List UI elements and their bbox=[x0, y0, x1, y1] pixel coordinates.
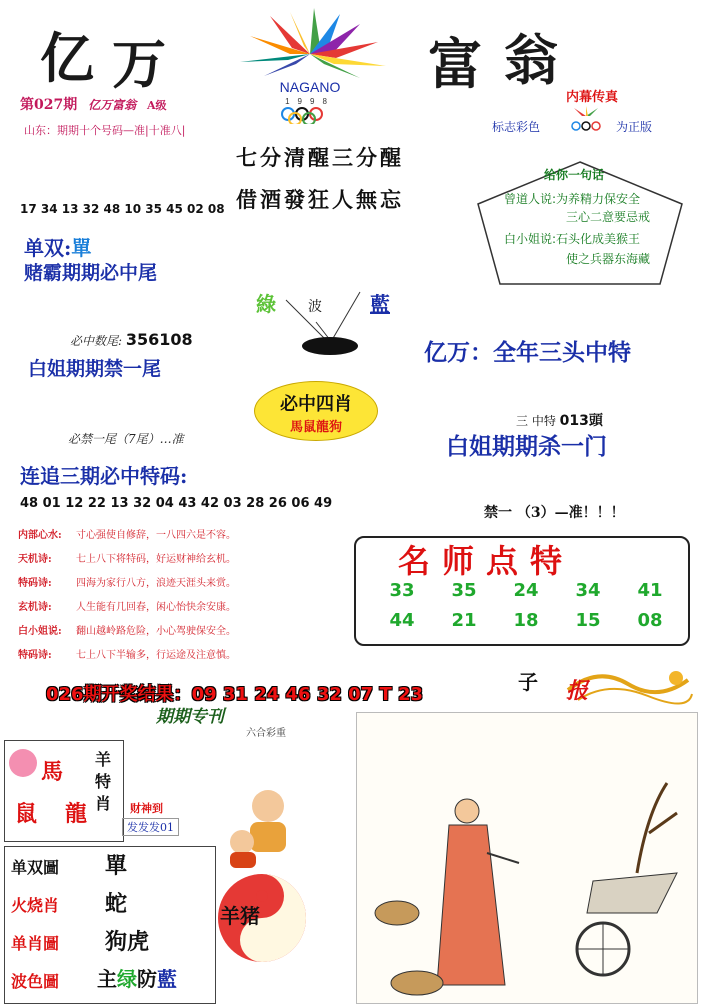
poem-row: 天机诗: 七上八下将特码，好运财神给玄机。 bbox=[18, 553, 236, 565]
pentagon-line-3: 白小姐说:石头化成美猴王 bbox=[504, 232, 641, 246]
poem-row: 特码诗: 七上八下半输多，行运途及注意慎。 bbox=[18, 649, 236, 661]
issue-label bbox=[20, 94, 167, 114]
flower-petals-icon bbox=[240, 8, 386, 78]
ban-one: 禁一 （3）—准！！！ bbox=[484, 505, 625, 521]
bottom-panel bbox=[4, 846, 216, 1004]
pentagon-line-2: 三心二意要忌戒 bbox=[566, 210, 651, 224]
master-number: 15 bbox=[575, 610, 601, 631]
logo-text: NAGANO bbox=[279, 79, 341, 95]
poem-list bbox=[18, 521, 348, 665]
wheel-icon bbox=[577, 923, 629, 975]
vertical-label: 羊特肖 bbox=[95, 750, 112, 813]
title-right-2: 翁 bbox=[504, 28, 560, 92]
wave-blue: 藍 bbox=[370, 292, 390, 316]
master-number: 35 bbox=[451, 580, 477, 601]
dragon-head-icon bbox=[669, 671, 683, 685]
three-head: 三 中特 013頭 bbox=[516, 413, 603, 429]
master-number: 08 bbox=[637, 610, 663, 631]
four-zodiac-value: 馬鼠龍狗 bbox=[289, 420, 342, 435]
master-number: 18 bbox=[513, 610, 539, 631]
master-number: 44 bbox=[389, 610, 415, 631]
single-double-line2: 赌霸期期必中尾 bbox=[24, 262, 158, 284]
flower-icon bbox=[9, 749, 37, 777]
label-single-zodiac-chart: 单肖圖 bbox=[11, 934, 60, 953]
pentagon-line-4: 使之兵器东海藏 bbox=[566, 252, 651, 266]
wave-green: 綠 bbox=[256, 292, 276, 316]
yin-yang-icon bbox=[214, 870, 310, 966]
issue-subtitle: 山东：期期十个号码—准|十准八| bbox=[24, 124, 186, 137]
master-title: 名师点特 bbox=[398, 542, 575, 580]
slogan-line1: 七分清醒三分醒 bbox=[236, 145, 404, 170]
bao-char: 报 bbox=[566, 678, 589, 704]
nagano-logo bbox=[210, 6, 410, 124]
numbers-row-1: 17 34 13 32 48 10 35 45 02 08 bbox=[20, 202, 225, 216]
master-number: 24 bbox=[513, 580, 539, 601]
label-single-double-chart: 单双圖 bbox=[11, 858, 60, 877]
issue-number: 第027期 bbox=[20, 97, 78, 113]
must-tail-line2: 白姐期期禁一尾 bbox=[28, 358, 162, 380]
god-tag: 财神到 bbox=[130, 802, 163, 815]
sheep-pig-value: 羊猪 bbox=[220, 904, 260, 928]
scholar-figure-icon bbox=[437, 799, 519, 985]
poem-row: 特码诗: 四海为家行八方，浪迹天涯头来赏。 bbox=[18, 577, 236, 589]
wave-mid: 波 bbox=[308, 299, 322, 315]
master-number: 33 bbox=[389, 580, 415, 601]
cartoon-kids bbox=[220, 784, 310, 870]
master-number: 21 bbox=[451, 610, 477, 631]
pentagon-line-1: 曾道人说:为养精力保安全 bbox=[504, 192, 641, 206]
ban-tail: 必禁一尾（7尾）…准 bbox=[68, 432, 184, 446]
yiwan-right: 亿万：全年三头中特 bbox=[424, 339, 631, 366]
inner-fax-left: 标志彩色 bbox=[492, 120, 541, 134]
single-value: 單 bbox=[105, 853, 128, 879]
special-issue-sub: 六合彩重 bbox=[246, 728, 286, 739]
issue-grade: A级 bbox=[147, 99, 167, 112]
title-left-2: 万 bbox=[112, 32, 168, 96]
issue-brand: 亿万富翁 bbox=[88, 98, 137, 112]
poem-row: 内部心水: 寸心强使自修辞，一八四六是不容。 bbox=[18, 529, 236, 541]
special-issue-title: 期期专刊 bbox=[156, 707, 224, 727]
poem-row: 白小姐说: 翻山越岭路危险，小心驾驶保安全。 bbox=[18, 625, 236, 637]
horse-label: 馬 bbox=[41, 759, 64, 785]
title-left-1: 亿 bbox=[40, 26, 96, 90]
snake-value: 蛇 bbox=[105, 891, 128, 917]
zodiac-panel bbox=[4, 740, 124, 842]
label-fire-zodiac: 火烧肖 bbox=[11, 896, 60, 915]
draw-result: 026期开奖结果：09 31 24 46 32 07 T 23 bbox=[46, 684, 424, 705]
chase-title: 连追三期必中特码: bbox=[20, 464, 188, 488]
single-double: 单双:單 bbox=[24, 236, 92, 260]
inner-fax-right: 为正版 bbox=[616, 120, 653, 134]
dragon-label: 龍 bbox=[65, 801, 88, 827]
master-row-1 bbox=[372, 580, 680, 601]
master-row-2 bbox=[372, 610, 680, 631]
pentagon-box bbox=[474, 160, 686, 286]
god-tag-sub: 发发发01 bbox=[122, 818, 179, 836]
four-zodiac-title: 必中四肖 bbox=[280, 394, 352, 415]
inner-fax-title: 内幕传真 bbox=[566, 90, 619, 105]
pentagon-heading: 给你一句话 bbox=[544, 168, 605, 182]
rat-label: 鼠 bbox=[15, 801, 38, 827]
wave-value: 主绿防藍 bbox=[97, 967, 177, 991]
zi-bao-banner bbox=[508, 660, 694, 712]
wave-bowl bbox=[256, 282, 396, 362]
logo-year: 1998 bbox=[285, 97, 335, 106]
small-olympic-icon bbox=[560, 106, 612, 134]
title-right-1: 富 bbox=[428, 32, 484, 96]
four-zodiac-oval bbox=[254, 381, 378, 441]
dog-tiger-value: 狗虎 bbox=[105, 929, 150, 955]
poem-row: 玄机诗: 人生能有几回春，闲心怡快余安康。 bbox=[18, 601, 236, 613]
label-wave-chart: 波色圖 bbox=[11, 972, 60, 991]
chase-numbers: 48 01 12 22 13 32 04 43 42 03 28 26 06 49 bbox=[20, 496, 333, 511]
zi-char: 子 bbox=[518, 670, 538, 694]
three-head-line2: 白姐期期杀一门 bbox=[446, 433, 607, 460]
must-tail: 必中数尾: 356108 bbox=[70, 330, 193, 349]
master-number: 41 bbox=[637, 580, 663, 601]
tree-branch-icon bbox=[637, 783, 677, 873]
slogan-line2: 借酒發狂人無忘 bbox=[236, 187, 404, 212]
scholar-illustration bbox=[356, 712, 698, 1004]
master-number: 34 bbox=[575, 580, 601, 601]
